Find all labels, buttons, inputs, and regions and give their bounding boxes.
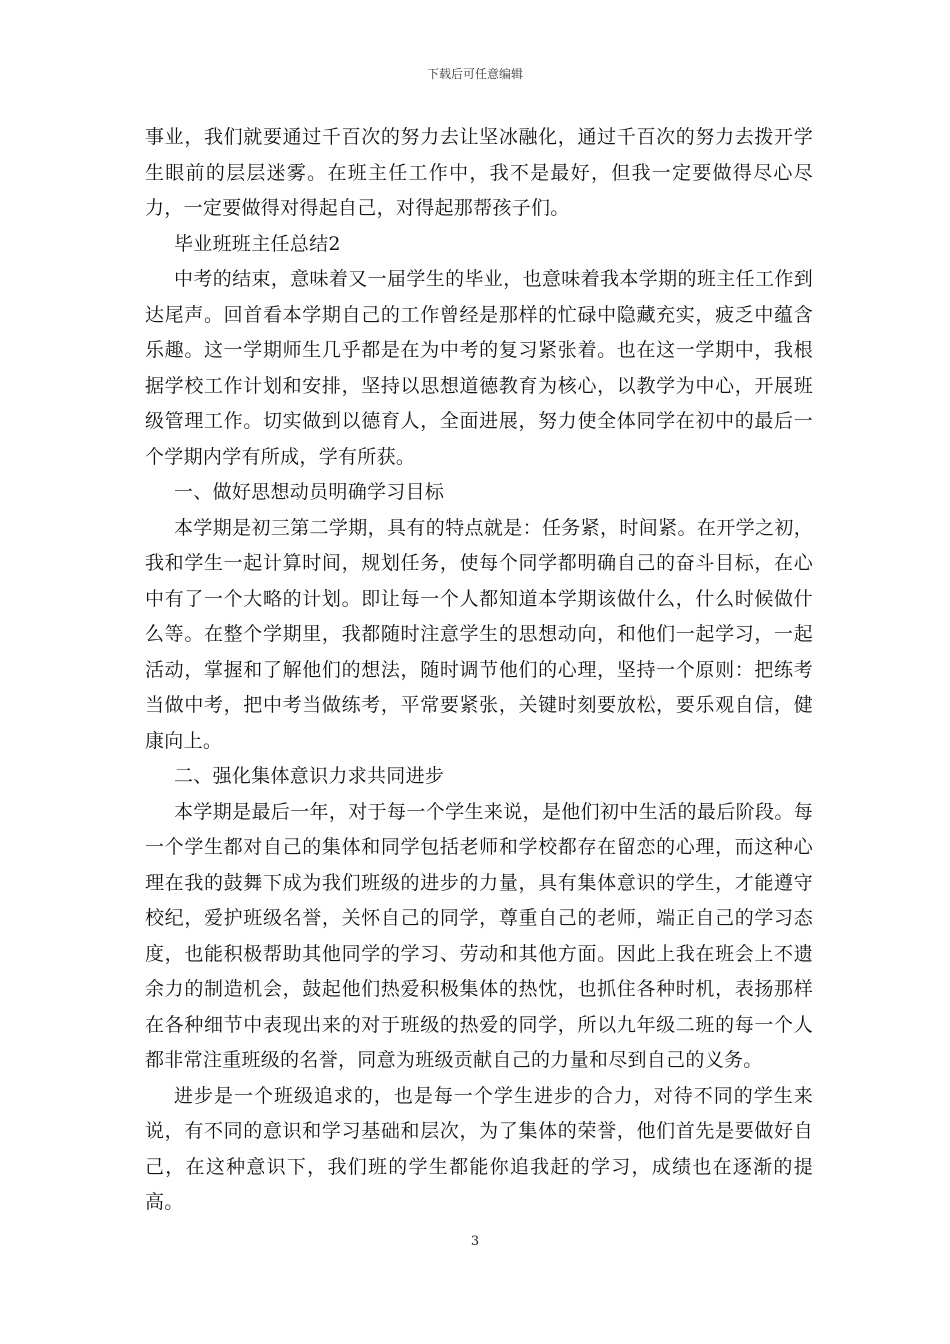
subheading: 二、强化集体意识力求共同进步 (174, 765, 445, 787)
section-title: 毕业班班主任总结2 (174, 232, 341, 255)
page-header: 下载后可任意编辑 (426, 67, 523, 81)
document-body (145, 120, 813, 1221)
paragraph: 本学期是初三第二学期，具有的特点就是：任务紧，时间紧。在开学之初，我和学生一起计算时间，规划任务，使每个同学都明确自己的奋斗目标，在心中有了一个大略的计划。即让每一个人都知道本学期该做什么，什么时候做什么等。在整个学期里，我都随时注意学生的思想动向，和他们一起学习，一起活动，掌握和了解他们的想法，随时调节他们的心理，坚持一个原则：把练考当做中考，把中考当做练考，平常要紧张，关键时刻要放松，要乐观自信，健康向上。 (145, 516, 813, 752)
paragraph-continuation: 事业，我们就要通过千百次的努力去让坚冰融化，通过千百次的努力去拨开学生眼前的层层迷雾。在班主任工作中，我不是最好，但我一定要做得尽心尽力，一定要做得对得起自己，对得起那帮孩子们。 (145, 126, 813, 219)
page-number: 3 (470, 1234, 480, 1249)
paragraph: 中考的结束，意味着又一届学生的毕业，也意味着我本学期的班主任工作到达尾声。回首看本学期自己的工作曾经是那样的忙碌中隐藏充实，疲乏中蕴含乐趣。这一学期师生几乎都是在为中考的复习紧张着。也在这一学期中，我根据学校工作计划和安排，坚持以思想道德教育为核心，以教学为中心，开展班级管理工作。切实做到以德育人，全面进展，努力使全体同学在初中的最后一个学期内学有所成，学有所获。 (145, 268, 813, 468)
paragraph: 本学期是最后一年，对于每一个学生来说，是他们初中生活的最后阶段。每一个学生都对自己的集体和同学包括老师和学校都存在留恋的心理，而这种心理在我的鼓舞下成为我们班级的进步的力量，具有集体意识的学生，才能遵守校纪，爱护班级名誉，关怀自己的同学，尊重自己的老师，端正自己的学习态度，也能积极帮助其他同学的学习、劳动和其他方面。因此上我在班会上不遗余力的制造机会，鼓起他们热爱积极集体的热忱，也抓住各种时机，表扬那样在各种细节中表现出来的对于班级的热爱的同学，所以九年级二班的每一个人都非常注重班级的名誉，同意为班级贡献自己的力量和尽到自己的义务。 (145, 800, 813, 1071)
subheading: 一、做好思想动员明确学习目标 (174, 481, 445, 503)
paragraph: 进步是一个班级追求的，也是每一个学生进步的合力，对待不同的学生来说，有不同的意识和学习基础和层次，为了集体的荣誉，他们首先是要做好自己，在这种意识下，我们班的学生都能你追我赶的学习，成绩也在逐渐的提高。 (145, 1084, 813, 1213)
